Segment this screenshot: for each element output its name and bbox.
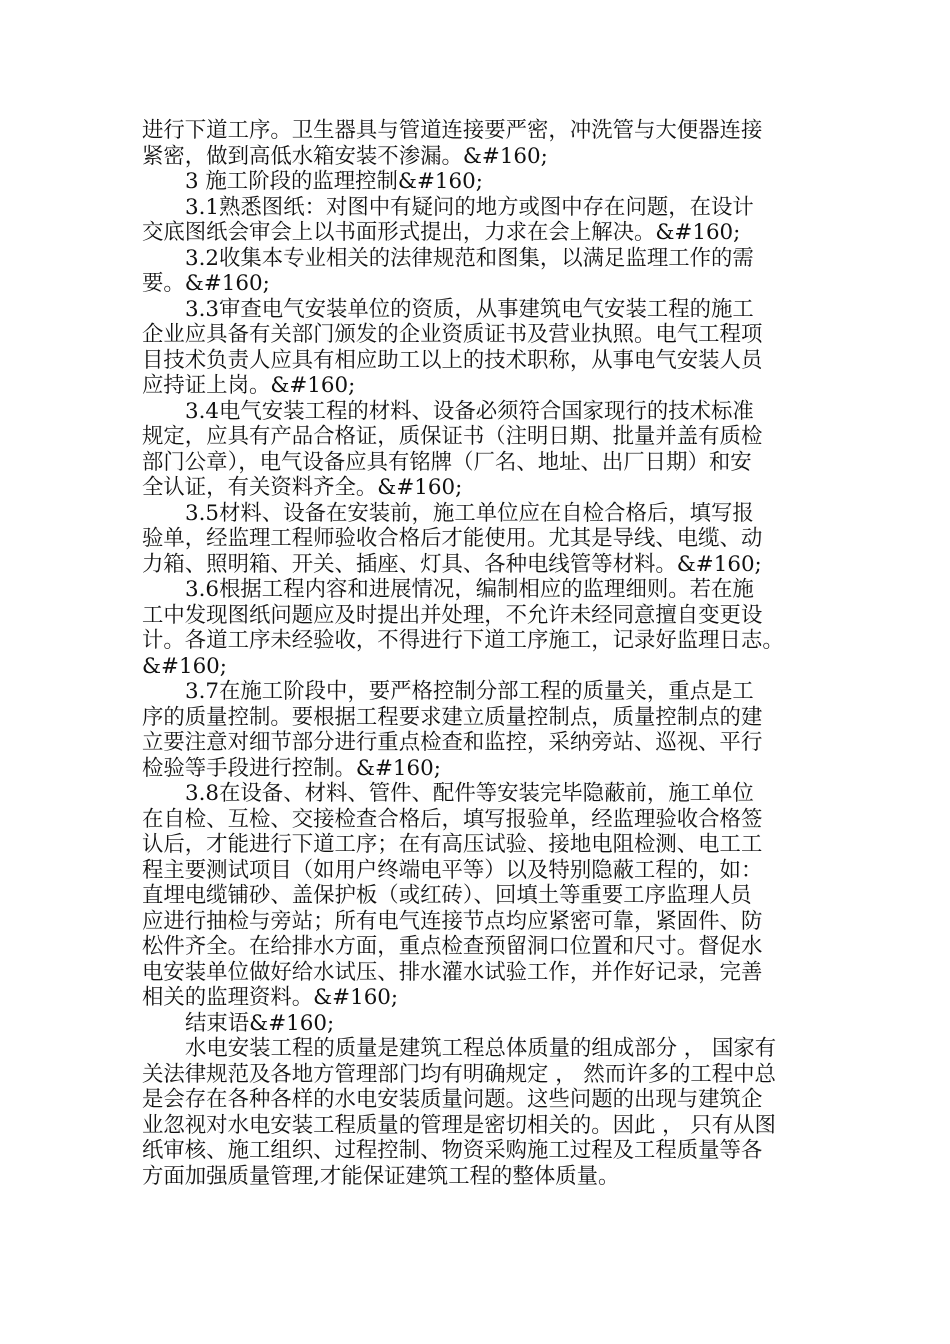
text-line: &#160; xyxy=(142,653,227,679)
text-line: 3.8在设备、材料、管件、配件等安装完毕隐蔽前，施工单位 xyxy=(185,781,754,806)
text-line: 3 施工阶段的监理控制&#160; xyxy=(185,169,483,194)
text-line: 程主要测试项目（如用户终端电平等）以及特别隐蔽工程的，如： xyxy=(142,857,763,883)
text-line: 企业应具备有关部门颁发的企业资质证书及营业执照。电气工程项 xyxy=(142,322,763,347)
text-line: 力箱、照明箱、开关、插座、灯具、各种电线管等材料。&#160; xyxy=(142,551,762,577)
text-line: 应进行抽检与旁站；所有电气连接节点均应紧密可靠，紧固件、防 xyxy=(142,908,763,934)
text-line: 在自检、互检、交接检查合格后，填写报验单，经监理验收合格签 xyxy=(142,806,763,832)
text-line: 紧密，做到高低水箱安装不渗漏。&#160; xyxy=(142,143,548,169)
text-line: 业忽视对水电安装工程质量的管理是密切相关的。因此 ， 只有从图 xyxy=(142,1112,776,1138)
text-line: 松件齐全。在给排水方面，重点检查预留洞口位置和尺寸。督促水 xyxy=(142,934,763,959)
text-line: 检验等手段进行控制。&#160; xyxy=(142,755,441,781)
text-line: 3.1熟悉图纸：对图中有疑问的地方或图中存在问题，在设计 xyxy=(185,194,754,220)
text-line: 直埋电缆铺砂、盖保护板（或红砖）、回填土等重要工序监理人员 xyxy=(142,883,752,908)
text-line: 3.4电气安装工程的材料、设备必须符合国家现行的技术标准 xyxy=(185,398,754,424)
text-line: 3.2收集本专业相关的法律规范和图集，以满足监理工作的需 xyxy=(185,245,754,271)
text-line: 交底图纸会审会上以书面形式提出，力求在会上解决。&#160; xyxy=(142,220,741,245)
text-line: 水电安装工程的质量是建筑工程总体质量的组成部分 ， 国家有 xyxy=(185,1036,777,1061)
text-line: 是会存在各种各样的水电安装质量问题。这些问题的出现与建筑企 xyxy=(142,1087,763,1112)
text-line: 方面加强质量管理,才能保证建筑工程的整体质量。 xyxy=(142,1163,620,1189)
text-line: 序的质量控制。要根据工程要求建立质量控制点，质量控制点的建 xyxy=(142,704,763,730)
text-line: 相关的监理资料。&#160; xyxy=(142,985,399,1010)
text-line: 关法律规范及各地方管理部门均有明确规定 ， 然而许多的工程中总 xyxy=(142,1061,776,1087)
text-line: 验单，经监理工程师验收合格后才能使用。尤其是导线、电缆、动 xyxy=(142,526,763,551)
text-line: 立要注意对细节部分进行重点检查和监控，采纳旁站、巡视、平行 xyxy=(142,730,763,755)
text-line: 进行下道工序。卫生器具与管道连接要严密，冲洗管与大便器连接 xyxy=(142,118,763,143)
text-line: 3.5材料、设备在安装前，施工单位应在自检合格后，填写报 xyxy=(185,500,754,526)
text-line: 认后，才能进行下道工序；在有高压试验、接地电阻检测、电工工 xyxy=(142,832,763,857)
text-line: 规定，应具有产品合格证，质保证书（注明日期、批量并盖有质检 xyxy=(142,424,763,449)
text-line: 部门公章），电气设备应具有铭牌（厂名、地址、出厂日期）和安 xyxy=(142,449,752,475)
text-line: 3.6根据工程内容和进展情况，编制相应的监理细则。若在施 xyxy=(185,577,754,602)
text-line: 结束语&#160; xyxy=(185,1010,335,1036)
document-body xyxy=(142,118,812,1189)
text-line: 工中发现图纸问题应及时提出并处理，不允许未经同意擅自变更设 xyxy=(142,602,763,628)
text-line: 3.3审查电气安装单位的资质，从事建筑电气安装工程的施工 xyxy=(185,296,754,322)
text-line: 应持证上岗。&#160; xyxy=(142,373,356,398)
text-line: 纸审核、施工组织、过程控制、物资采购施工过程及工程质量等各 xyxy=(142,1138,763,1163)
text-line: 3.7在施工阶段中，要严格控制分部工程的质量关，重点是工 xyxy=(185,679,754,704)
text-line: 计。各道工序未经验收，不得进行下道工序施工，记录好监理日志。 xyxy=(142,628,784,653)
text-line: 电安装单位做好给水试压、排水灌水试验工作，并作好记录，完善 xyxy=(142,959,763,985)
text-line: 要。&#160; xyxy=(142,271,270,296)
text-line: 全认证，有关资料齐全。&#160; xyxy=(142,475,463,500)
text-line: 目技术负责人应具有相应助工以上的技术职称，从事电气安装人员 xyxy=(142,347,763,373)
